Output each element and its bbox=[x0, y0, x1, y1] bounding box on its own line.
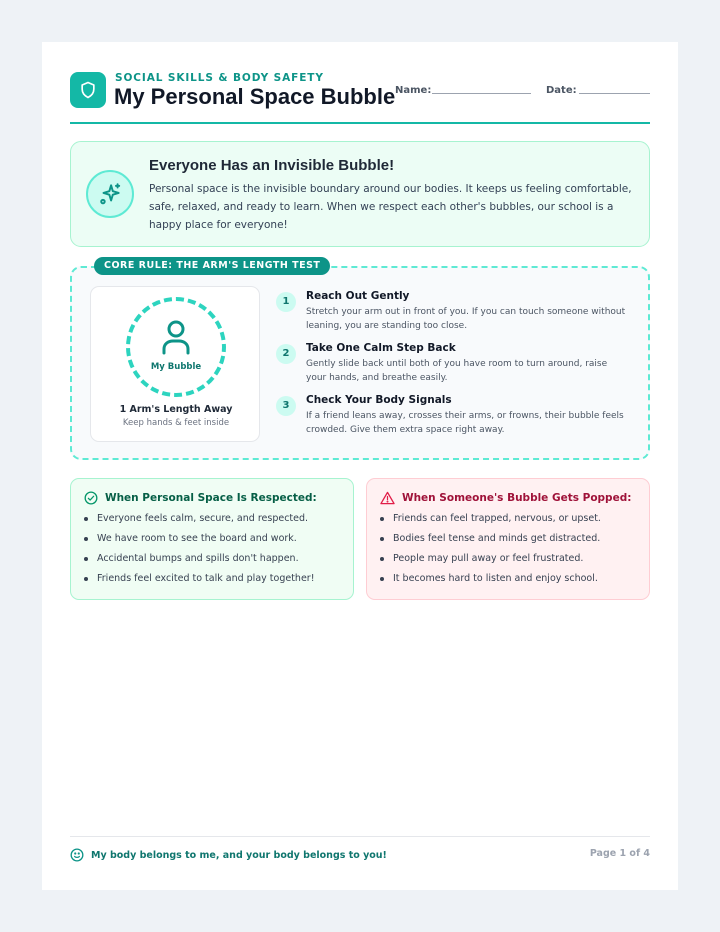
person-icon bbox=[161, 319, 191, 355]
list-item: Friends can feel trapped, nervous, or upset. bbox=[379, 512, 601, 532]
worksheet-page bbox=[42, 42, 678, 890]
list-item: People may pull away or feel frustrated. bbox=[379, 552, 601, 572]
intro-title: Everyone Has an Invisible Bubble! bbox=[149, 157, 395, 174]
bubble-card-title: 1 Arm's Length Away bbox=[119, 404, 233, 415]
intro-icon-circle bbox=[86, 170, 134, 218]
respected-list bbox=[83, 512, 315, 592]
list-item: It becomes hard to listen and enjoy school. bbox=[379, 572, 601, 592]
core-rule-badge: CORE RULE: THE ARM'S LENGTH TEST bbox=[94, 257, 330, 275]
respected-title: When Personal Space Is Respected: bbox=[105, 492, 317, 504]
check-circle-icon bbox=[84, 491, 98, 505]
step-description: Stretch your arm out in front of you. If you can touch someone without leaning, you are standing too close. bbox=[306, 307, 626, 331]
eyebrow-label: SOCIAL SKILLS & BODY SAFETY bbox=[115, 72, 324, 84]
list-item: Everyone feels calm, secure, and respected. bbox=[83, 512, 315, 532]
footer-text: My body belongs to me, and your body belongs to you! bbox=[91, 849, 387, 861]
intro-text: Personal space is the invisible boundary around our bodies. It keeps us feeling comfortable, safe, relaxed, and ready to learn. When we respect each other's bubbles, our school is a happy place for everyone! bbox=[149, 183, 632, 231]
popped-title: When Someone's Bubble Gets Popped: bbox=[402, 492, 632, 504]
respected-header bbox=[84, 490, 317, 506]
shield-icon bbox=[78, 80, 98, 100]
list-item: We have room to see the board and work. bbox=[83, 532, 315, 552]
list-item: Friends feel excited to talk and play together! bbox=[83, 572, 315, 592]
header bbox=[70, 72, 650, 124]
step-number: 1 bbox=[276, 292, 296, 312]
bubble-card bbox=[90, 286, 260, 442]
name-label: Name: bbox=[395, 85, 432, 96]
logo-badge bbox=[70, 72, 106, 108]
intro-callout bbox=[70, 141, 650, 247]
footer-divider bbox=[70, 836, 650, 837]
step-number: 3 bbox=[276, 396, 296, 416]
step-title: Take One Calm Step Back bbox=[306, 342, 456, 354]
smile-icon bbox=[70, 848, 84, 862]
date-label: Date: bbox=[546, 85, 577, 96]
step-title: Reach Out Gently bbox=[306, 290, 410, 302]
step-title: Check Your Body Signals bbox=[306, 394, 452, 406]
popped-header bbox=[380, 490, 631, 506]
step-description: Gently slide back until both of you have room to turn around, raise your hands, and breathe easily. bbox=[306, 359, 608, 383]
step-description: If a friend leans away, crosses their arms, or frowns, their bubble feels crowded. Give them extra space right away. bbox=[306, 411, 624, 435]
respected-panel bbox=[70, 478, 354, 600]
bubble-card-subtitle: Keep hands & feet inside bbox=[122, 418, 230, 428]
page-title: My Personal Space Bubble bbox=[114, 84, 396, 109]
header-divider bbox=[70, 122, 650, 124]
list-item: Bodies feel tense and minds get distracted. bbox=[379, 532, 601, 552]
warning-triangle-icon bbox=[380, 491, 395, 505]
date-field[interactable] bbox=[579, 93, 650, 94]
step-number: 2 bbox=[276, 344, 296, 364]
footer-motto bbox=[70, 847, 387, 863]
sparkle-icon bbox=[97, 181, 123, 207]
bubble-label: My Bubble bbox=[150, 362, 202, 372]
name-field[interactable] bbox=[432, 93, 531, 94]
popped-panel bbox=[366, 478, 650, 600]
page-number: Page 1 of 4 bbox=[589, 848, 650, 859]
popped-list bbox=[379, 512, 601, 592]
list-item: Accidental bumps and spills don't happen. bbox=[83, 552, 315, 572]
core-rule-section bbox=[70, 260, 650, 460]
